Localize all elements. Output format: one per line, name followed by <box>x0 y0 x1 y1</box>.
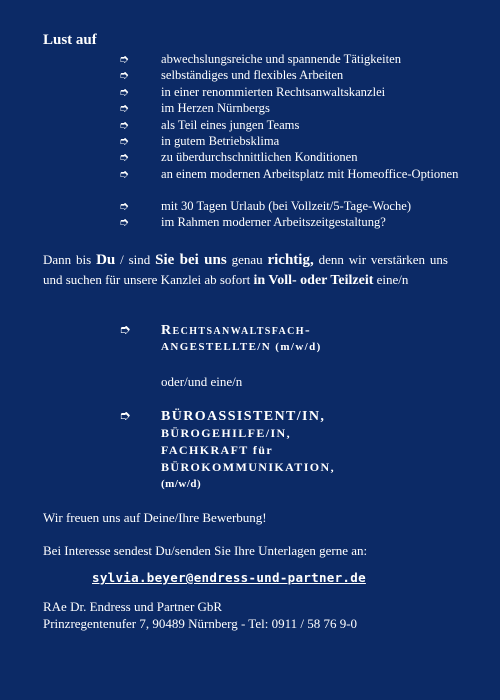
benefit-text: mit 30 Tagen Urlaub (bei Vollzeit/5-Tage-Woche) <box>161 198 412 213</box>
benefit-text: in gutem Betriebsklima <box>161 133 280 148</box>
benefits-list <box>0 51 500 231</box>
benefit-text: zu überdurchschnittlichen Konditionen <box>161 150 358 165</box>
job1-line1: Rechtsanwaltsfach- <box>161 323 312 338</box>
benefit-item <box>0 149 500 165</box>
arrow-bullet-icon: ➮ <box>119 166 130 181</box>
arrow-bullet-icon: ➮ <box>119 322 131 338</box>
company-block <box>43 598 357 632</box>
company-address: Prinzregentenufer 7, 90489 Nürnberg - Tel: 0911 / 58 76 9-0 <box>43 616 358 631</box>
email-link[interactable]: sylvia.beyer@endress-und-partner.de <box>92 570 366 585</box>
arrow-bullet-icon: ➮ <box>119 68 130 83</box>
arrow-bullet-icon: ➮ <box>119 408 131 424</box>
paragraph-text: eine/n <box>373 272 409 287</box>
paragraph-text: denn wir verstärken uns und suchen für unsere Kanzlei ab sofort <box>43 252 448 287</box>
benefit-text: im Rahmen moderner Arbeitszeitgestaltung? <box>161 215 386 230</box>
closing-line: Wir freuen uns auf Deine/Ihre Bewerbung! <box>43 510 267 525</box>
arrow-bullet-icon: ➮ <box>119 52 130 66</box>
job2-line1: BÜROASSISTENT/IN, <box>161 409 326 424</box>
benefit-text: in einer renommierten Rechtsanwaltskanzlei <box>161 84 386 99</box>
paragraph-richtig: richtig, <box>267 252 314 268</box>
benefit-item <box>0 100 500 116</box>
benefit-text: abwechslungsreiche und spannende Tätigkeiten <box>161 52 402 66</box>
job1-line2: ANGESTELLTE/N (m/w/d) <box>161 341 322 353</box>
benefit-text: im Herzen Nürnbergs <box>161 101 270 116</box>
arrow-bullet-icon: ➮ <box>119 84 130 99</box>
paragraph-sie: Sie bei uns <box>155 252 227 268</box>
intro-paragraph <box>43 250 448 291</box>
benefit-text: an einem modernen Arbeitsplatz mit Homeoffice-Optionen <box>161 166 459 181</box>
paragraph-zeit: in Voll- oder Teilzeit <box>253 273 374 288</box>
job2-line5: (m/w/d) <box>161 478 202 490</box>
benefit-item <box>0 51 500 67</box>
or-text: oder/und eine/n <box>161 374 243 389</box>
paragraph-du: Du <box>96 252 116 268</box>
benefit-item <box>0 67 500 83</box>
benefit-item <box>0 198 500 214</box>
benefit-item <box>0 117 500 133</box>
job2-line4: BÜROKOMMUNIKATION, <box>161 460 335 474</box>
benefit-text: als Teil eines jungen Teams <box>161 117 300 132</box>
paragraph-text: / sind <box>115 252 156 267</box>
benefit-text: selbständiges und flexibles Arbeiten <box>161 68 344 83</box>
arrow-bullet-icon: ➮ <box>119 117 130 132</box>
arrow-bullet-icon: ➮ <box>119 198 130 213</box>
benefit-item <box>0 84 500 100</box>
company-name: RAe Dr. Endress und Partner GbR <box>43 599 223 614</box>
benefit-item <box>0 214 500 230</box>
arrow-bullet-icon: ➮ <box>119 101 130 116</box>
job2-line2: BÜROGEHILFE/IN, <box>161 426 292 440</box>
benefit-item <box>0 133 500 149</box>
application-instruction: Bei Interesse sendest Du/senden Sie Ihre Unterlagen gerne an: <box>43 543 368 558</box>
intro-heading: Lust auf <box>43 32 97 48</box>
arrow-bullet-icon: ➮ <box>119 133 130 148</box>
benefit-item <box>0 166 500 198</box>
paragraph-text: Dann bis <box>43 252 97 267</box>
job2-line3: FACHKRAFT für <box>161 443 274 457</box>
arrow-bullet-icon: ➮ <box>119 215 130 230</box>
arrow-bullet-icon: ➮ <box>119 150 130 165</box>
paragraph-text: genau <box>226 252 268 267</box>
